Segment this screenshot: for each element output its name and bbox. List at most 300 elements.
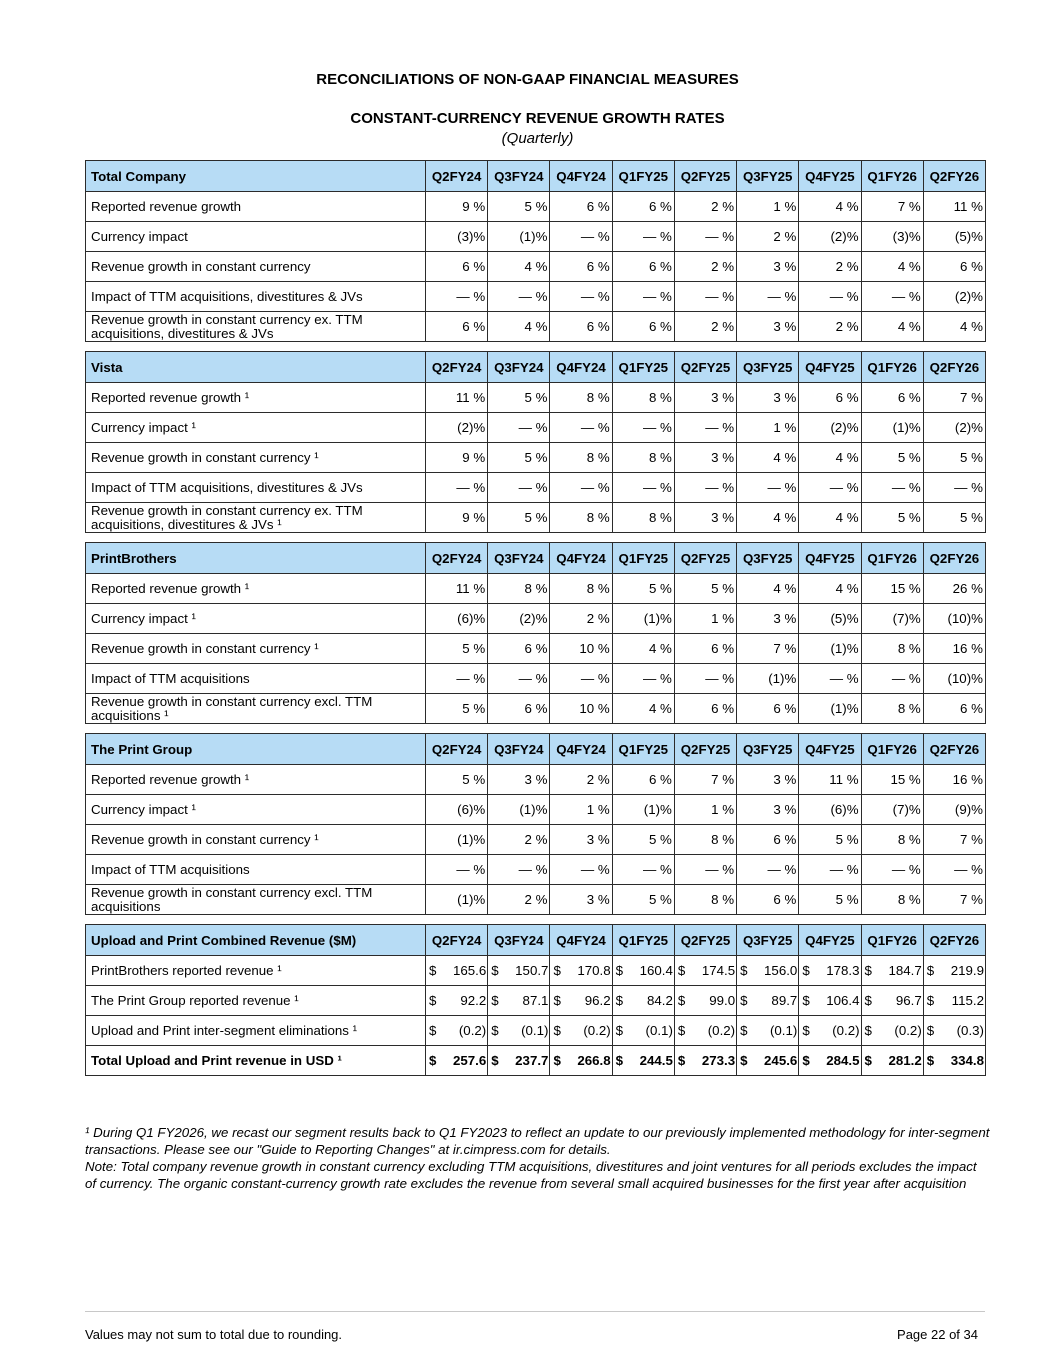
value-cell: — % (426, 282, 488, 312)
amount-value: 160.4 (639, 963, 673, 978)
quarter-header: Q3FY24 (488, 734, 550, 765)
quarter-header: Q4FY24 (550, 543, 612, 574)
value-cell: — % (799, 282, 861, 312)
value-cell: (10)% (923, 604, 985, 634)
value-cell: 4 % (737, 503, 799, 533)
row-label: Currency impact ¹ (86, 604, 426, 634)
amount-value: 115.2 (951, 993, 984, 1008)
row-label: Revenue growth in constant currency ¹ (86, 634, 426, 664)
quarter-header: Q2FY24 (426, 543, 488, 574)
value-cell: 4 % (612, 634, 674, 664)
currency-symbol: $ (926, 1053, 935, 1068)
value-cell: 4 % (799, 192, 861, 222)
table-row (86, 956, 986, 986)
table-row (86, 664, 986, 694)
value-cell: 4 % (737, 443, 799, 473)
value-cell: (10)% (923, 664, 985, 694)
value-cell: — % (488, 855, 550, 885)
value-cell: 3 % (488, 765, 550, 795)
row-label: Impact of TTM acquisitions (86, 664, 426, 694)
table-row (86, 282, 986, 312)
currency-cell (799, 1046, 861, 1076)
value-cell: 6 % (861, 383, 923, 413)
value-cell: — % (861, 282, 923, 312)
row-label: Currency impact ¹ (86, 413, 426, 443)
page-number: Page 22 of 34 (897, 1327, 978, 1342)
quarter-header: Q4FY24 (550, 352, 612, 383)
value-cell: (2)% (426, 413, 488, 443)
value-cell: 8 % (861, 634, 923, 664)
value-cell: 7 % (674, 765, 736, 795)
value-cell: — % (674, 664, 736, 694)
quarter-header: Q2FY26 (923, 543, 985, 574)
value-cell: (1)% (799, 634, 861, 664)
value-cell: 3 % (674, 443, 736, 473)
currency-cell (674, 956, 736, 986)
value-cell: 6 % (674, 634, 736, 664)
amount-value: 184.7 (888, 963, 922, 978)
amount-value: 150.7 (515, 963, 549, 978)
amount-value: 156.0 (764, 963, 798, 978)
quarter-header: Q4FY25 (799, 161, 861, 192)
quarter-header: Q4FY25 (799, 352, 861, 383)
value-cell: (9)% (923, 795, 985, 825)
quarter-header: Q1FY26 (861, 543, 923, 574)
value-cell: — % (550, 664, 612, 694)
value-cell: — % (612, 855, 674, 885)
value-cell: (2)% (488, 604, 550, 634)
currency-cell (488, 986, 550, 1016)
value-cell: 8 % (550, 503, 612, 533)
quarter-header: Q1FY26 (861, 161, 923, 192)
row-label: Reported revenue growth ¹ (86, 765, 426, 795)
quarter-header: Q1FY25 (612, 734, 674, 765)
value-cell: 5 % (612, 825, 674, 855)
value-cell: 5 % (923, 443, 985, 473)
amount-value: 266.8 (577, 1053, 611, 1068)
value-cell: 7 % (861, 192, 923, 222)
value-cell: 5 % (488, 443, 550, 473)
value-cell: 5 % (674, 574, 736, 604)
value-cell: — % (612, 664, 674, 694)
value-cell: — % (488, 473, 550, 503)
quarter-header: Q3FY25 (737, 925, 799, 956)
row-label: PrintBrothers reported revenue ¹ (86, 956, 426, 986)
currency-cell (550, 986, 612, 1016)
value-cell: 8 % (861, 825, 923, 855)
table-row (86, 383, 986, 413)
value-cell: 4 % (488, 312, 550, 342)
value-cell: 2 % (488, 885, 550, 915)
table-row (86, 825, 986, 855)
quarter-header: Q2FY25 (674, 734, 736, 765)
value-cell: — % (550, 222, 612, 252)
section-name: Upload and Print Combined Revenue ($M) (86, 925, 426, 956)
currency-symbol: $ (491, 963, 499, 978)
value-cell: — % (674, 855, 736, 885)
value-cell: — % (674, 473, 736, 503)
section-header-row (86, 543, 986, 574)
value-cell: 4 % (861, 312, 923, 342)
currency-cell (488, 1016, 550, 1046)
amount-value: 284.5 (826, 1053, 860, 1068)
value-cell: 5 % (612, 885, 674, 915)
value-cell: — % (426, 473, 488, 503)
table-row (86, 413, 986, 443)
value-cell: 6 % (612, 192, 674, 222)
currency-symbol: $ (615, 993, 624, 1008)
table-row (86, 1016, 986, 1046)
quarter-header: Q1FY25 (612, 925, 674, 956)
value-cell: 6 % (612, 312, 674, 342)
currency-cell (488, 1046, 550, 1076)
quarter-header: Q2FY25 (674, 543, 736, 574)
currency-symbol: $ (553, 993, 561, 1008)
currency-symbol: $ (553, 1023, 561, 1038)
value-cell: — % (923, 473, 985, 503)
quarter-header: Q1FY25 (612, 352, 674, 383)
value-cell: 6 % (426, 312, 488, 342)
currency-cell (737, 1046, 799, 1076)
currency-symbol: $ (677, 993, 686, 1008)
value-cell: — % (674, 222, 736, 252)
value-cell: 3 % (737, 765, 799, 795)
value-cell: (6)% (426, 795, 488, 825)
value-cell: — % (612, 413, 674, 443)
value-cell: 7 % (923, 885, 985, 915)
currency-symbol: $ (429, 963, 437, 978)
currency-symbol: $ (491, 993, 499, 1008)
section-table (85, 924, 986, 1076)
period-note: (Quarterly) (501, 130, 574, 147)
amount-value: (0.2) (832, 1023, 860, 1038)
value-cell: 11 % (426, 383, 488, 413)
value-cell: — % (550, 282, 612, 312)
value-cell: 2 % (799, 312, 861, 342)
reconciliation-tables (85, 160, 985, 1085)
value-cell: 11 % (923, 192, 985, 222)
row-label: Reported revenue growth ¹ (86, 383, 426, 413)
amount-value: (0.1) (769, 1023, 798, 1038)
value-cell: (2)% (799, 222, 861, 252)
quarter-header: Q3FY25 (737, 161, 799, 192)
section-table (85, 160, 986, 342)
currency-cell (923, 1046, 985, 1076)
value-cell: 2 % (737, 222, 799, 252)
section-table (85, 351, 986, 533)
value-cell: 10 % (550, 634, 612, 664)
currency-symbol: $ (926, 963, 935, 978)
value-cell: 2 % (488, 825, 550, 855)
value-cell: 8 % (550, 443, 612, 473)
quarter-header: Q2FY25 (674, 161, 736, 192)
table-row (86, 885, 986, 915)
section-table (85, 733, 986, 915)
amount-value: 219.9 (950, 963, 984, 978)
value-cell: 6 % (488, 634, 550, 664)
section-name: PrintBrothers (86, 543, 426, 574)
row-label: Revenue growth in constant currency excl. TTM acquisitions ¹ (86, 694, 426, 724)
currency-symbol: $ (740, 963, 748, 978)
quarter-header: Q2FY24 (426, 161, 488, 192)
value-cell: 1 % (737, 192, 799, 222)
currency-cell (612, 1016, 674, 1046)
value-cell: 1 % (674, 795, 736, 825)
quarter-header: Q2FY26 (923, 161, 985, 192)
value-cell: (5)% (799, 604, 861, 634)
value-cell: (5)% (923, 222, 985, 252)
value-cell: 5 % (426, 694, 488, 724)
value-cell: — % (861, 855, 923, 885)
quarter-header: Q2FY25 (674, 352, 736, 383)
currency-symbol: $ (429, 1023, 437, 1038)
value-cell: (1)% (426, 885, 488, 915)
currency-symbol: $ (864, 1023, 872, 1038)
row-label: Reported revenue growth (86, 192, 426, 222)
section-header-row (86, 925, 986, 956)
currency-symbol: $ (926, 1023, 935, 1038)
value-cell: 9 % (426, 443, 488, 473)
currency-symbol: $ (740, 993, 748, 1008)
currency-symbol: $ (864, 1053, 872, 1068)
value-cell: 9 % (426, 503, 488, 533)
amount-value: (0.3) (956, 1023, 984, 1038)
currency-cell (426, 1046, 488, 1076)
amount-value: 237.7 (515, 1053, 549, 1068)
value-cell: (2)% (799, 413, 861, 443)
value-cell: (1)% (799, 694, 861, 724)
row-label: Reported revenue growth ¹ (86, 574, 426, 604)
value-cell: 4 % (612, 694, 674, 724)
value-cell: (1)% (861, 413, 923, 443)
currency-symbol: $ (802, 1023, 810, 1038)
value-cell: 16 % (923, 765, 985, 795)
value-cell: 6 % (550, 252, 612, 282)
currency-cell (861, 1046, 923, 1076)
currency-cell (737, 1016, 799, 1046)
value-cell: 8 % (612, 503, 674, 533)
value-cell: 4 % (799, 574, 861, 604)
value-cell: — % (488, 282, 550, 312)
value-cell: 4 % (861, 252, 923, 282)
currency-symbol: $ (740, 1053, 748, 1068)
value-cell: 16 % (923, 634, 985, 664)
amount-value: 273.3 (701, 1053, 736, 1068)
currency-symbol: $ (491, 1023, 499, 1038)
value-cell: 6 % (923, 694, 985, 724)
value-cell: 8 % (488, 574, 550, 604)
currency-symbol: $ (864, 963, 872, 978)
value-cell: (2)% (923, 282, 985, 312)
value-cell: — % (799, 855, 861, 885)
quarter-header: Q3FY24 (488, 161, 550, 192)
quarter-header: Q4FY25 (799, 734, 861, 765)
table-row (86, 473, 986, 503)
value-cell: (6)% (426, 604, 488, 634)
value-cell: (1)% (612, 795, 674, 825)
table-row (86, 986, 986, 1016)
value-cell: 6 % (737, 885, 799, 915)
currency-symbol: $ (553, 963, 561, 978)
value-cell: 3 % (737, 383, 799, 413)
row-label: Revenue growth in constant currency excl. TTM acquisitions (86, 885, 426, 915)
quarter-header: Q2FY24 (426, 734, 488, 765)
value-cell: 5 % (426, 765, 488, 795)
section-header-row (86, 352, 986, 383)
value-cell: 6 % (799, 383, 861, 413)
value-cell: 6 % (737, 694, 799, 724)
value-cell: — % (612, 222, 674, 252)
value-cell: — % (550, 473, 612, 503)
value-cell: (6)% (799, 795, 861, 825)
quarter-header: Q3FY25 (737, 352, 799, 383)
value-cell: 6 % (612, 252, 674, 282)
currency-cell (799, 956, 861, 986)
value-cell: 3 % (550, 885, 612, 915)
quarter-header: Q2FY26 (923, 352, 985, 383)
section-name: Vista (86, 352, 426, 383)
currency-cell (612, 956, 674, 986)
amount-value: 165.6 (452, 963, 487, 978)
value-cell: 8 % (674, 825, 736, 855)
footnotes (85, 1124, 990, 1192)
table-row (86, 503, 986, 533)
value-cell: 8 % (612, 383, 674, 413)
currency-cell (861, 956, 923, 986)
currency-cell (612, 986, 674, 1016)
amount-value: (0.1) (645, 1023, 673, 1038)
amount-value: 96.2 (584, 993, 611, 1008)
currency-cell (737, 956, 799, 986)
value-cell: 6 % (612, 765, 674, 795)
value-cell: 6 % (550, 192, 612, 222)
value-cell: 10 % (550, 694, 612, 724)
row-label: Revenue growth in constant currency ex. TTM acquisitions, divestitures & JVs ¹ (86, 503, 426, 533)
section-name: The Print Group (86, 734, 426, 765)
currency-symbol: $ (677, 1023, 686, 1038)
value-cell: — % (550, 855, 612, 885)
value-cell: 1 % (674, 604, 736, 634)
value-cell: 4 % (923, 312, 985, 342)
value-cell: 5 % (861, 503, 923, 533)
currency-symbol: $ (553, 1053, 561, 1068)
currency-symbol: $ (615, 963, 624, 978)
amount-value: 245.6 (764, 1053, 798, 1068)
currency-symbol: $ (926, 993, 935, 1008)
value-cell: 6 % (923, 252, 985, 282)
value-cell: 2 % (674, 252, 736, 282)
currency-cell (799, 986, 861, 1016)
value-cell: 3 % (737, 795, 799, 825)
currency-cell (923, 986, 985, 1016)
quarter-header: Q1FY25 (612, 543, 674, 574)
currency-symbol: $ (677, 963, 686, 978)
quarter-header: Q1FY26 (861, 734, 923, 765)
value-cell: — % (488, 664, 550, 694)
currency-symbol: $ (740, 1023, 748, 1038)
value-cell: 26 % (923, 574, 985, 604)
table-row (86, 192, 986, 222)
amount-value: (0.2) (894, 1023, 922, 1038)
row-label: Revenue growth in constant currency ¹ (86, 443, 426, 473)
value-cell: 2 % (550, 604, 612, 634)
value-cell: 3 % (737, 312, 799, 342)
value-cell: 6 % (550, 312, 612, 342)
quarter-header: Q2FY24 (426, 352, 488, 383)
value-cell: 4 % (799, 443, 861, 473)
value-cell: 5 % (799, 825, 861, 855)
value-cell: 5 % (799, 885, 861, 915)
value-cell: 4 % (488, 252, 550, 282)
footer-divider (85, 1311, 985, 1312)
value-cell: 1 % (550, 795, 612, 825)
amount-value: 84.2 (646, 993, 673, 1008)
quarter-header: Q2FY26 (923, 734, 985, 765)
quarter-header: Q1FY26 (861, 925, 923, 956)
value-cell: — % (426, 855, 488, 885)
value-cell: (3)% (861, 222, 923, 252)
currency-symbol: $ (429, 1053, 437, 1068)
quarter-header: Q2FY25 (674, 925, 736, 956)
value-cell: — % (799, 473, 861, 503)
value-cell: — % (612, 282, 674, 312)
currency-cell (674, 1046, 736, 1076)
quarter-header: Q3FY24 (488, 543, 550, 574)
row-label: Revenue growth in constant currency ex. TTM acquisitions, divestitures & JVs (86, 312, 426, 342)
amount-value: 99.0 (709, 993, 736, 1008)
currency-cell (426, 986, 488, 1016)
value-cell: 5 % (861, 443, 923, 473)
value-cell: — % (674, 413, 736, 443)
value-cell: 8 % (861, 885, 923, 915)
value-cell: 4 % (799, 503, 861, 533)
value-cell: 8 % (861, 694, 923, 724)
value-cell: 3 % (737, 604, 799, 634)
section-header-row (86, 734, 986, 765)
table-row (86, 1046, 986, 1076)
value-cell: 6 % (674, 694, 736, 724)
table-row (86, 795, 986, 825)
row-label: The Print Group reported revenue ¹ (86, 986, 426, 1016)
amount-value: 174.5 (701, 963, 736, 978)
footer-rounding-note: Values may not sum to total due to rounding. (85, 1327, 343, 1342)
currency-cell (861, 986, 923, 1016)
value-cell: — % (426, 664, 488, 694)
quarter-header: Q4FY25 (799, 925, 861, 956)
quarter-header: Q3FY25 (737, 543, 799, 574)
quarter-header: Q1FY25 (612, 161, 674, 192)
value-cell: — % (674, 282, 736, 312)
currency-cell (550, 956, 612, 986)
table-row (86, 604, 986, 634)
value-cell: — % (861, 473, 923, 503)
table-title: CONSTANT-CURRENCY REVENUE GROWTH RATES (350, 110, 725, 127)
value-cell: 15 % (861, 574, 923, 604)
quarter-header: Q4FY24 (550, 161, 612, 192)
quarter-header: Q2FY26 (923, 925, 985, 956)
currency-cell (861, 1016, 923, 1046)
value-cell: 11 % (426, 574, 488, 604)
table-row (86, 855, 986, 885)
value-cell: — % (550, 413, 612, 443)
table-row (86, 312, 986, 342)
quarter-header: Q4FY25 (799, 543, 861, 574)
value-cell: 2 % (550, 765, 612, 795)
value-cell: — % (799, 664, 861, 694)
section-table (85, 542, 986, 724)
value-cell: 2 % (674, 192, 736, 222)
row-label: Upload and Print inter-segment eliminations ¹ (86, 1016, 426, 1046)
